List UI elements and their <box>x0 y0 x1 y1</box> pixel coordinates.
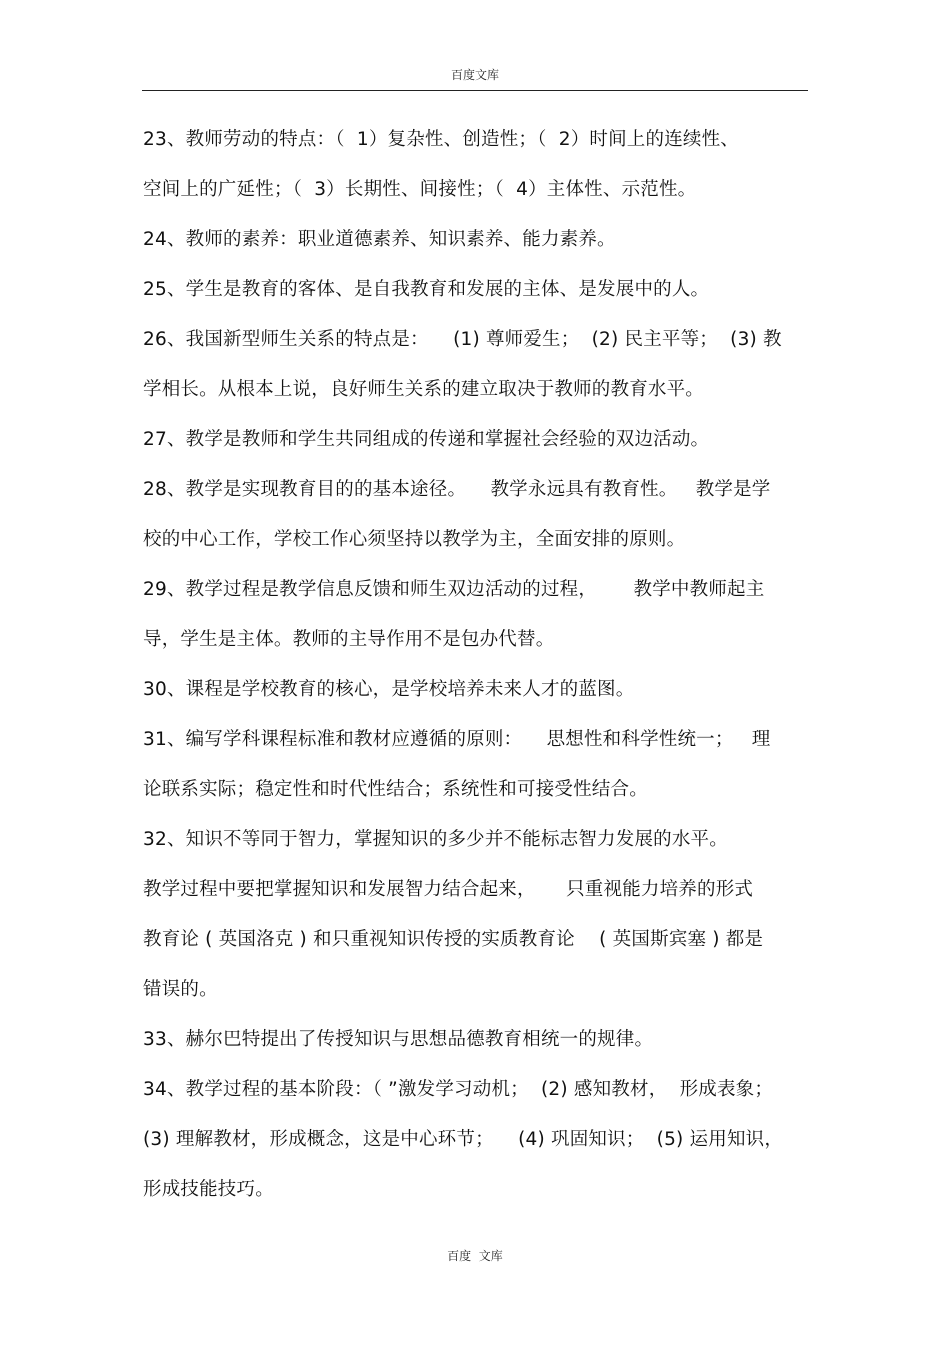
text-line: (3) 理解教材，形成概念，这是中心环节； (4) 巩固知识； (5) 运用知识， <box>143 1129 784 1150</box>
text-line: 30、课程是学校教育的核心，是学校培养未来人才的蓝图。 <box>143 679 635 700</box>
text-line: 23、教师劳动的特点：（ 1）复杂性、创造性；（ 2）时间上的连续性、 <box>143 129 740 150</box>
text-line: 学相长。从根本上说，良好师生关系的建立取决于教师的教育水平。 <box>143 379 705 400</box>
page-footer: 百度 文库 <box>447 1249 503 1263</box>
text-line: 25、学生是教育的客体、是自我教育和发展的主体、是发展中的人。 <box>143 279 710 300</box>
text-line: 27、教学是教师和学生共同组成的传递和掌握社会经验的双边活动。 <box>143 429 710 450</box>
document-body <box>143 123 809 1223</box>
text-line: 24、教师的素养：职业道德素养、知识素养、能力素养。 <box>143 229 616 250</box>
text-line: 导，学生是主体。教师的主导作用不是包办代替。 <box>143 629 555 650</box>
text-line: 31、编写学科课程标准和教材应遵循的原则： 思想性和科学性统一； 理 <box>143 729 771 750</box>
text-line: 33、赫尔巴特提出了传授知识与思想品德教育相统一的规律。 <box>143 1029 654 1050</box>
text-line: 论联系实际；稳定性和时代性结合；系统性和可接受性结合。 <box>143 779 648 800</box>
page-header: 百度文库 <box>450 68 499 82</box>
text-line: 教学过程中要把掌握知识和发展智力结合起来， 只重视能力培养的形式 <box>143 879 754 900</box>
text-line: 形成技能技巧。 <box>143 1179 274 1200</box>
text-line: 错误的。 <box>143 979 218 1000</box>
text-line: 教育论 ( 英国洛克 ) 和只重视知识传授的实质教育论 ( 英国斯宾塞 ) 都是 <box>143 929 764 950</box>
text-line: 28、教学是实现教育目的的基本途径。 教学永远具有教育性。 教学是学 <box>143 479 771 500</box>
text-line: 32、知识不等同于智力，掌握知识的多少并不能标志智力发展的水平。 <box>143 829 728 850</box>
header-divider <box>142 90 808 91</box>
text-line: 校的中心工作，学校工作心须坚持以教学为主，全面安排的原则。 <box>143 529 686 550</box>
text-line: 29、教学过程是教学信息反馈和师生双边活动的过程， 教学中教师起主 <box>143 579 765 600</box>
text-line: 34、教学过程的基本阶段：（ ”激发学习动机； (2) 感知教材， 形成表象； <box>143 1079 774 1100</box>
text-line: 空间上的广延性；（ 3）长期性、间接性；（ 4）主体性、示范性。 <box>143 179 697 200</box>
text-line: 26、我国新型师生关系的特点是： (1) 尊师爱生； (2) 民主平等； (3) 教 <box>143 329 782 350</box>
